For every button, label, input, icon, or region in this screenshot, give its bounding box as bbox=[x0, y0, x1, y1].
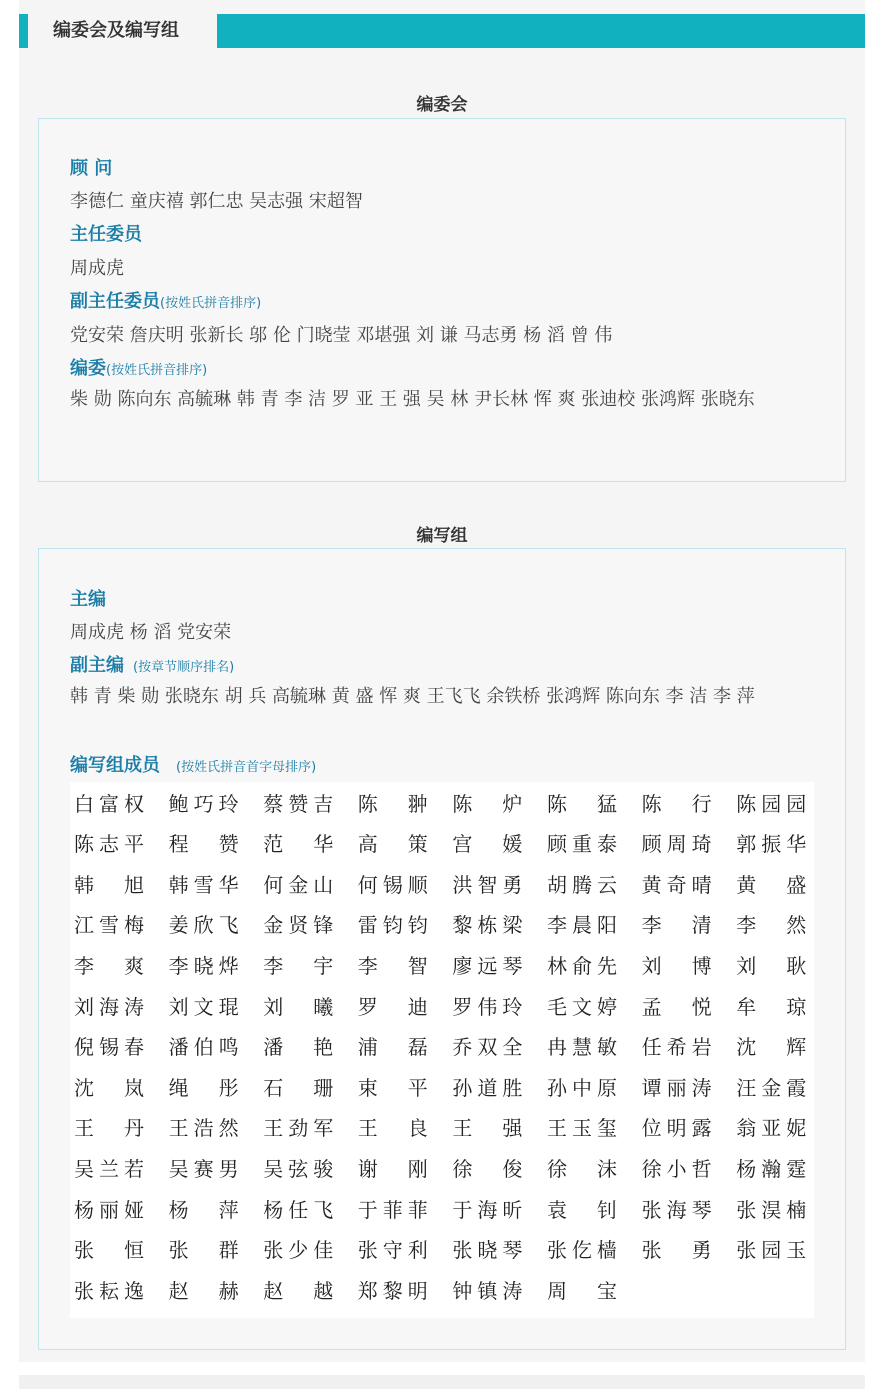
member-name: 王 劲 军 bbox=[263, 1116, 334, 1141]
deputy-editor-names: 韩 青 柴 勋 张晓东 胡 兵 高毓琳 黄 盛 恽 爽 王飞飞 余铁桥 张鸿辉 陈向东 李 洁 李 萍 bbox=[70, 686, 755, 707]
member-name: 袁 钊 bbox=[547, 1197, 617, 1222]
member-name: 顾 周 琦 bbox=[641, 832, 712, 857]
deputy-editor-note: (按章节顺序排名) bbox=[133, 660, 235, 675]
chief-editor-label: 主编 bbox=[70, 589, 106, 610]
member-name: 刘 耿 bbox=[736, 953, 807, 978]
deputy-editor-label: 副主编 bbox=[70, 655, 124, 676]
director-label: 主任委员 bbox=[70, 224, 142, 245]
member-name: 汪 金 霞 bbox=[736, 1075, 807, 1100]
member-name: 陈 翀 bbox=[357, 791, 428, 816]
members-note: (按姓氏拼音排序) bbox=[106, 363, 208, 378]
member-name: 程 赞 bbox=[168, 832, 239, 857]
member-name: 张 园 玉 bbox=[736, 1238, 807, 1263]
member-name: 王 玉 玺 bbox=[547, 1116, 617, 1141]
member-name: 张 勇 bbox=[641, 1238, 712, 1263]
member-name: 王 丹 bbox=[74, 1116, 144, 1141]
member-name: 谢 刚 bbox=[357, 1156, 428, 1181]
member-name: 牟 琼 bbox=[736, 994, 807, 1019]
director-name: 周成虎 bbox=[70, 258, 124, 279]
member-name: 李 晨 阳 bbox=[547, 913, 617, 938]
member-name: 张 恒 bbox=[74, 1238, 144, 1263]
next-section-edge bbox=[19, 1375, 865, 1389]
advisors-label: 顾 问 bbox=[70, 158, 113, 179]
member-name: 吴 赛 男 bbox=[168, 1156, 239, 1181]
members-names: 柴 勋 陈向东 高毓琳 韩 青 李 洁 罗 亚 王 强 吴 林 尹长林 恽 爽 张迪校 张鸿辉 张晓东 bbox=[70, 389, 755, 410]
member-name: 谭 丽 涛 bbox=[641, 1075, 712, 1100]
member-name: 李 然 bbox=[736, 913, 807, 938]
member-name: 罗 伟 玲 bbox=[452, 994, 523, 1019]
member-name: 刘 海 涛 bbox=[74, 994, 144, 1019]
deputy-editor-heading bbox=[70, 651, 234, 677]
member-name: 李 晓 烨 bbox=[168, 953, 239, 978]
member-name: 陈 猛 bbox=[547, 791, 617, 816]
group-members-label: 编写组成员 bbox=[70, 755, 160, 776]
member-name: 蔡 赞 吉 bbox=[263, 791, 334, 816]
member-name: 赵 赫 bbox=[168, 1278, 239, 1303]
member-name: 何 金 山 bbox=[263, 872, 334, 897]
member-name: 江 雪 梅 bbox=[74, 913, 144, 938]
member-name: 韩 雪 华 bbox=[168, 872, 239, 897]
member-name: 潘 艳 bbox=[263, 1035, 334, 1060]
member-name: 范 华 bbox=[263, 832, 334, 857]
member-name: 黄 盛 bbox=[736, 872, 807, 897]
member-name: 宫 媛 bbox=[452, 832, 523, 857]
member-name: 何 锡 顺 bbox=[357, 872, 428, 897]
member-name: 陈 炉 bbox=[452, 791, 523, 816]
member-name: 姜 欣 飞 bbox=[168, 913, 239, 938]
vice-directors-note: (按姓氏拼音排序) bbox=[160, 296, 262, 311]
member-name: 张 海 琴 bbox=[641, 1197, 712, 1222]
member-name: 胡 腾 云 bbox=[547, 872, 617, 897]
member-name: 鲍 巧 玲 bbox=[168, 791, 239, 816]
member-name: 王 强 bbox=[452, 1116, 523, 1141]
member-name: 倪 锡 春 bbox=[74, 1035, 144, 1060]
member-name: 杨 瀚 霆 bbox=[736, 1156, 807, 1181]
group-members-grid bbox=[70, 782, 814, 1318]
vice-directors-names: 党安荣 詹庆明 张新长 邬 伦 门晓莹 邓堪强 刘 谦 马志勇 杨 滔 曾 伟 bbox=[70, 325, 613, 346]
member-name: 高 策 bbox=[357, 832, 428, 857]
member-name: 张 淏 楠 bbox=[736, 1197, 807, 1222]
member-name: 郭 振 华 bbox=[736, 832, 807, 857]
content-panel bbox=[19, 0, 865, 1362]
member-name: 孟 悦 bbox=[641, 994, 712, 1019]
member-name: 陈 园 园 bbox=[736, 791, 807, 816]
editorial-board-title: 编委会 bbox=[416, 95, 468, 115]
member-name: 杨 丽 娅 bbox=[74, 1197, 144, 1222]
member-name: 吴 兰 若 bbox=[74, 1156, 144, 1181]
member-name: 张 耘 逸 bbox=[74, 1278, 144, 1303]
member-name: 刘 博 bbox=[641, 953, 712, 978]
advisors-names: 李德仁 童庆禧 郭仁忠 吴志强 宋超智 bbox=[70, 191, 363, 212]
member-name: 李 爽 bbox=[74, 953, 144, 978]
member-name: 浦 磊 bbox=[357, 1035, 428, 1060]
member-name: 张 群 bbox=[168, 1238, 239, 1263]
header-accent-bar bbox=[19, 14, 28, 48]
member-name: 韩 旭 bbox=[74, 872, 144, 897]
vice-directors-label: 副主任委员 bbox=[70, 291, 160, 312]
member-name: 任 希 岩 bbox=[641, 1035, 712, 1060]
chief-editor-names: 周成虎 杨 滔 党安荣 bbox=[70, 622, 232, 643]
section-header bbox=[19, 14, 865, 48]
member-name: 吴 弦 骏 bbox=[263, 1156, 334, 1181]
member-name: 罗 迪 bbox=[357, 994, 428, 1019]
member-name: 沈 岚 bbox=[74, 1075, 144, 1100]
member-name: 徐 小 哲 bbox=[641, 1156, 712, 1181]
member-name: 杨 任 飞 bbox=[263, 1197, 334, 1222]
member-name: 沈 辉 bbox=[736, 1035, 807, 1060]
member-name: 王 良 bbox=[357, 1116, 428, 1141]
member-name: 翁 亚 妮 bbox=[736, 1116, 807, 1141]
member-name: 位 明 露 bbox=[641, 1116, 712, 1141]
member-name: 李 清 bbox=[641, 913, 712, 938]
editorial-board-box bbox=[38, 118, 846, 482]
member-name: 黎 栋 梁 bbox=[452, 913, 523, 938]
member-name: 黄 奇 晴 bbox=[641, 872, 712, 897]
member-name: 于 菲 菲 bbox=[357, 1197, 428, 1222]
member-name: 顾 重 泰 bbox=[547, 832, 617, 857]
member-name: 孙 中 原 bbox=[547, 1075, 617, 1100]
member-name: 洪 智 勇 bbox=[452, 872, 523, 897]
member-name: 林 俞 先 bbox=[547, 953, 617, 978]
member-name: 李 智 bbox=[357, 953, 428, 978]
member-name: 张 晓 琴 bbox=[452, 1238, 523, 1263]
member-name: 金 贤 锋 bbox=[263, 913, 334, 938]
group-members-heading bbox=[70, 751, 316, 777]
member-name: 孙 道 胜 bbox=[452, 1075, 523, 1100]
section-header-title: 编委会及编写组 bbox=[53, 20, 179, 41]
vice-directors-heading bbox=[70, 287, 261, 313]
member-name: 白 富 权 bbox=[74, 791, 144, 816]
member-name: 刘 文 琨 bbox=[168, 994, 239, 1019]
member-name: 张 仡 樯 bbox=[547, 1238, 617, 1263]
member-name: 周 宝 bbox=[547, 1278, 617, 1303]
member-name: 郑 黎 明 bbox=[357, 1278, 428, 1303]
member-name: 徐 俊 bbox=[452, 1156, 523, 1181]
member-name: 徐 沫 bbox=[547, 1156, 617, 1181]
member-name: 李 宇 bbox=[263, 953, 334, 978]
members-heading bbox=[70, 354, 207, 380]
members-label: 编委 bbox=[70, 358, 106, 379]
member-name: 刘 曦 bbox=[263, 994, 334, 1019]
member-name: 于 海 昕 bbox=[452, 1197, 523, 1222]
member-name: 廖 远 琴 bbox=[452, 953, 523, 978]
group-members-note: (按姓氏拼音首字母排序) bbox=[176, 760, 317, 775]
member-name: 张 守 利 bbox=[357, 1238, 428, 1263]
member-name: 冉 慧 敏 bbox=[547, 1035, 617, 1060]
member-name: 绳 彤 bbox=[168, 1075, 239, 1100]
writing-group-box bbox=[38, 548, 846, 1350]
member-name: 杨 萍 bbox=[168, 1197, 239, 1222]
member-name: 雷 钧 钧 bbox=[357, 913, 428, 938]
member-name: 赵 越 bbox=[263, 1278, 334, 1303]
writing-group-title: 编写组 bbox=[416, 526, 468, 546]
member-name: 陈 志 平 bbox=[74, 832, 144, 857]
member-name: 毛 文 婷 bbox=[547, 994, 617, 1019]
member-name: 陈 行 bbox=[641, 791, 712, 816]
member-name: 潘 伯 鸣 bbox=[168, 1035, 239, 1060]
member-name: 束 平 bbox=[357, 1075, 428, 1100]
header-accent-band bbox=[217, 14, 865, 48]
member-name: 乔 双 全 bbox=[452, 1035, 523, 1060]
member-name: 王 浩 然 bbox=[168, 1116, 239, 1141]
member-name: 张 少 佳 bbox=[263, 1238, 334, 1263]
member-name: 石 珊 bbox=[263, 1075, 334, 1100]
member-name: 钟 镇 涛 bbox=[452, 1278, 523, 1303]
